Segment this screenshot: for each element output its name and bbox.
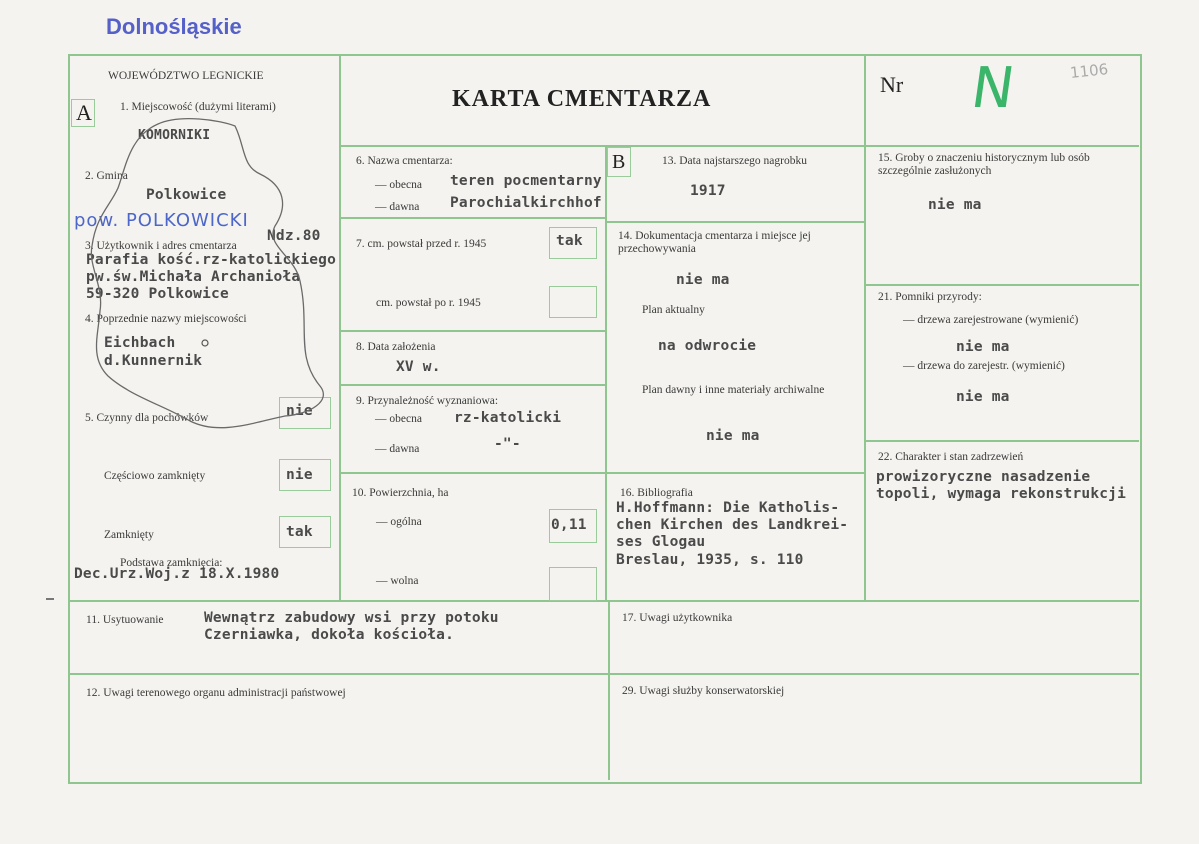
f29-label: 29. Uwagi służby konserwatorskiej xyxy=(622,685,785,697)
basis-value: Dec.Urz.Woj.z 18.X.1980 xyxy=(74,566,280,582)
powiat-handwritten: pow. POLKOWICKI xyxy=(74,210,249,231)
section-b-letter: B xyxy=(612,151,626,173)
f5-value: nie xyxy=(286,403,313,419)
plan-old-value: nie ma xyxy=(706,428,760,444)
f15-value: nie ma xyxy=(928,197,982,213)
f4-value-1: Eichbach xyxy=(104,335,176,351)
f22-label: 22. Charakter i stan zadrzewień xyxy=(878,451,1024,463)
f7-label: 7. cm. powstał przed r. 1945 xyxy=(356,238,487,250)
divider xyxy=(340,330,606,332)
f4-label: 4. Poprzednie nazwy miejscowości xyxy=(85,313,247,325)
f4-value-2: d.Kunnernik xyxy=(104,353,203,369)
f16-value-3: ses Glogau xyxy=(616,534,706,550)
plan-old-label: Plan dawny i inne materiały archiwalne xyxy=(642,384,825,396)
f13-label: 13. Data najstarszego nagrobku xyxy=(662,155,807,167)
f9-current-label: — obecna xyxy=(375,413,422,425)
f1-value: KOMORNIKI xyxy=(138,128,211,143)
f2-value: Polkowice xyxy=(146,187,227,203)
f5-label: 5. Czynny dla pochówków xyxy=(85,412,209,424)
f17-label: 17. Uwagi użytkownika xyxy=(622,612,733,624)
f14-label: 14. Dokumentacja cmentarza i miejsce jej przechowywania xyxy=(618,230,811,256)
divider xyxy=(607,221,865,223)
f16-label: 16. Bibliografia xyxy=(620,487,693,499)
partial-label: Częściowo zamknięty xyxy=(104,470,206,482)
basis-label: Podstawa zamknięcia: xyxy=(120,557,223,569)
divider xyxy=(605,147,607,600)
f7b-label: cm. powstał po r. 1945 xyxy=(376,297,481,309)
f6-former-label: — dawna xyxy=(375,201,420,213)
f11-label: 11. Usytuowanie xyxy=(86,614,164,626)
f9-former-value: -"- xyxy=(494,436,521,452)
f3-value-2: pw.św.Michała Archanioła xyxy=(86,269,301,285)
f3-extra: Ndz.80 xyxy=(267,228,321,244)
pencil-number: 1106 xyxy=(1069,60,1110,82)
f10-total-label: — ogólna xyxy=(376,516,422,528)
nr-label: Nr xyxy=(880,72,904,97)
f12-label: 12. Uwagi terenowego organu administracji państwowej xyxy=(86,687,346,699)
section-a-letter: A xyxy=(76,100,92,125)
f6-label: 6. Nazwa cmentarza: xyxy=(356,155,453,167)
f6-current-value: teren pocmentarny xyxy=(450,173,602,189)
f14-value: nie ma xyxy=(676,272,730,288)
f10-wolna-box xyxy=(549,567,597,601)
f9-label: 9. Przynależność wyznaniowa: xyxy=(356,395,499,407)
f22-value-1: prowizoryczne nasadzenie xyxy=(876,469,1091,485)
divider xyxy=(866,440,1139,442)
f8-label: 8. Data założenia xyxy=(356,341,436,353)
f3-value-3: 59-320 Polkowice xyxy=(86,286,229,302)
f16-value-1: H.Hoffmann: Die Katholis- xyxy=(616,500,840,516)
f21-toreg-value: nie ma xyxy=(956,389,1010,405)
f16-value-4: Breslau, 1935, s. 110 xyxy=(616,552,804,568)
plan-current-label: Plan aktualny xyxy=(642,304,705,316)
closed-value: tak xyxy=(286,524,313,540)
f11-value-1: Wewnątrz zabudowy wsi przy potoku xyxy=(204,610,499,626)
f3-value-1: Parafia kość.rz-katolickiego xyxy=(86,252,337,268)
f8-value: XV w. xyxy=(396,359,441,375)
divider xyxy=(607,472,865,474)
partial-value: nie xyxy=(286,467,313,483)
f13-value: 1917 xyxy=(690,183,726,199)
f16-value-2: chen Kirchen des Landkrei- xyxy=(616,517,849,533)
f21-label: 21. Pomniki przyrody: xyxy=(878,291,982,303)
divider xyxy=(340,217,606,219)
village-sketch xyxy=(70,96,340,456)
card-title: KARTA CMENTARZA xyxy=(452,86,712,112)
f21-toreg-label: — drzewa do zarejestr. (wymienić) xyxy=(903,360,1065,372)
divider xyxy=(866,284,1139,286)
f15-label: 15. Groby o znaczeniu historycznym lub osób szczególnie zasłużonych xyxy=(878,152,1090,178)
closed-label: Zamknięty xyxy=(104,529,154,541)
f9-current-value: rz-katolicki xyxy=(454,410,562,426)
f11-value-2: Czerniawka, dokoła kościoła. xyxy=(204,627,455,643)
region-stamp: Dolnośląskie xyxy=(106,14,242,39)
f1-label: 1. Miejscowość (dużymi literami) xyxy=(120,101,276,113)
f7-value: tak xyxy=(556,233,583,249)
divider xyxy=(340,472,606,474)
divider xyxy=(608,602,610,780)
f3-label: 3. Użytkownik i adres cmentarza xyxy=(85,240,237,252)
plan-current-value: na odwrocie xyxy=(658,338,757,354)
f21-reg-value: nie ma xyxy=(956,339,1010,355)
divider xyxy=(70,673,1139,675)
f22-value-2: topoli, wymaga rekonstrukcji xyxy=(876,486,1127,502)
nr-value: N xyxy=(967,56,1019,121)
f21-reg-label: — drzewa zarejestrowane (wymienić) xyxy=(903,314,1079,326)
f10-wolna-label: — wolna xyxy=(376,575,419,587)
divider xyxy=(864,56,866,600)
f2-label: 2. Gmina xyxy=(85,170,128,182)
f6-current-label: — obecna xyxy=(375,179,422,191)
f10-total-value: 0,11 xyxy=(551,517,587,533)
f10-label: 10. Powierzchnia, ha xyxy=(352,487,449,499)
voivodeship-label: WOJEWÓDZTWO LEGNICKIE xyxy=(108,70,264,82)
margin-mark xyxy=(46,598,54,600)
divider xyxy=(340,384,606,386)
f9-former-label: — dawna xyxy=(375,443,420,455)
divider xyxy=(339,145,1139,147)
f6-former-value: Parochialkirchhof xyxy=(450,195,602,211)
divider xyxy=(70,600,1139,602)
f7b-box xyxy=(549,286,597,318)
